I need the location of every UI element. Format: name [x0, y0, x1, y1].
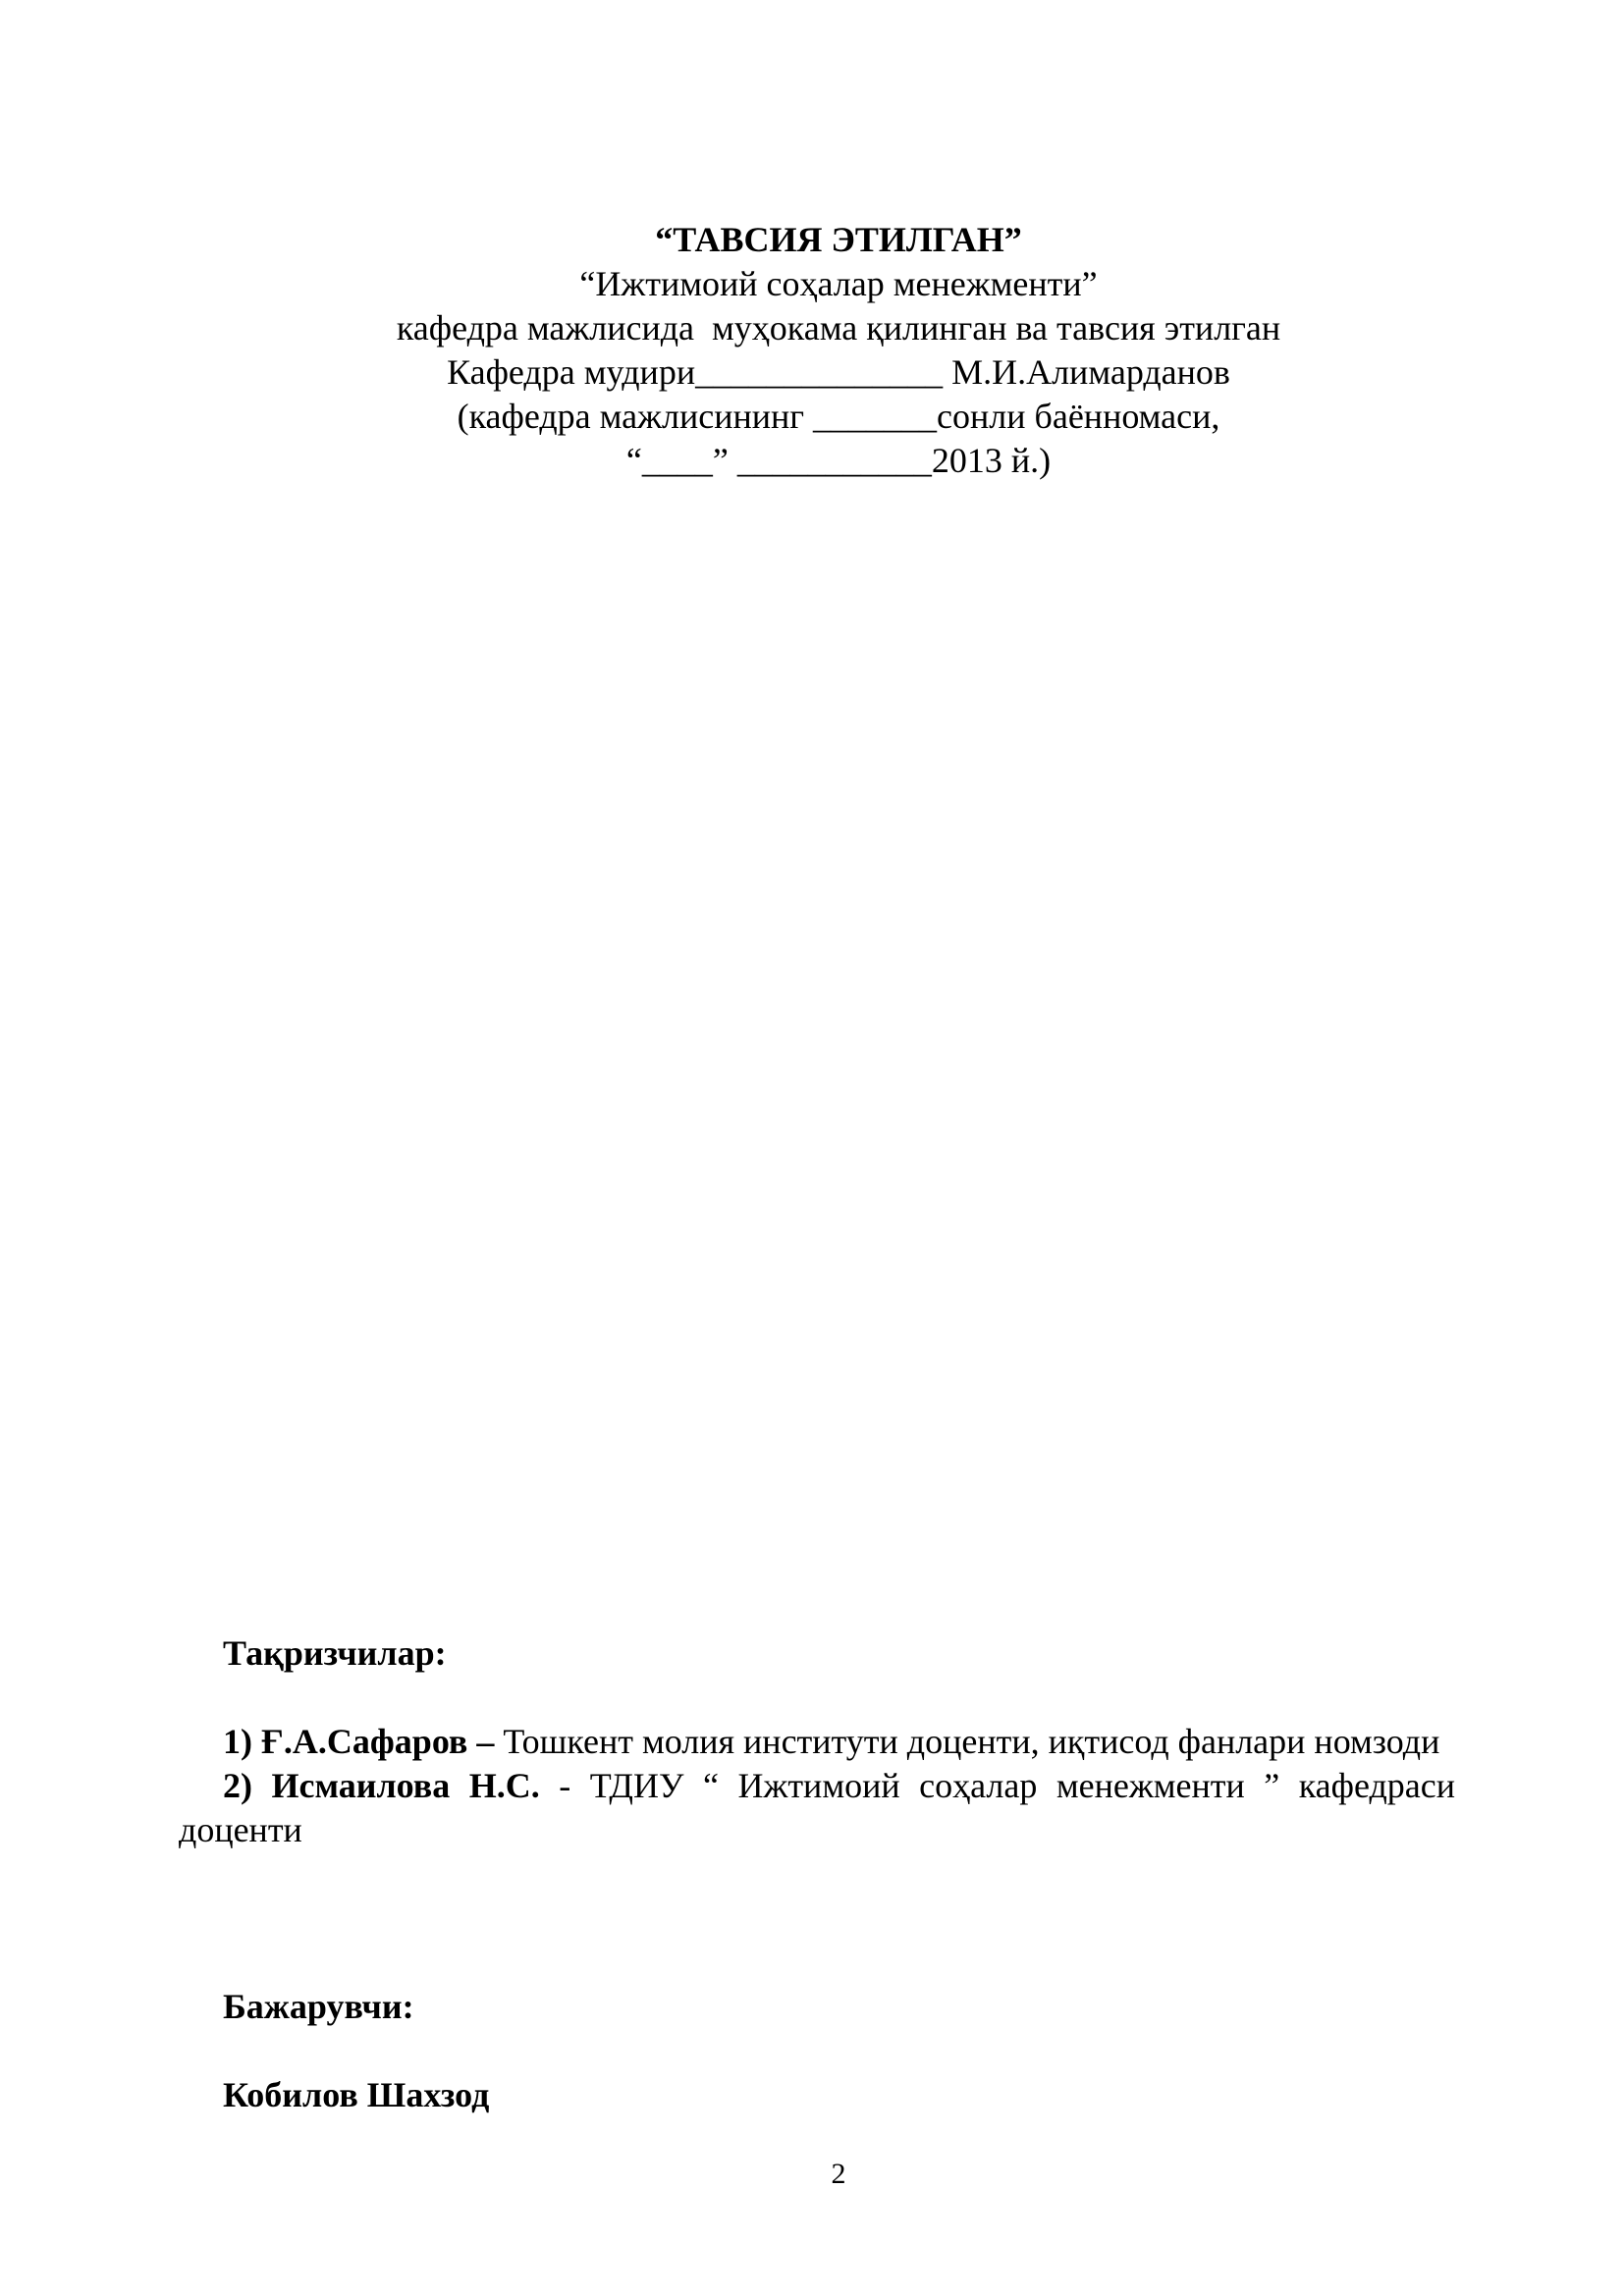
- approval-block: [0, 218, 1624, 483]
- reviewer-description: - ТДИУ “ Ижтимоий соҳалар менежменти ” кафедраси доценти: [179, 1766, 1455, 1849]
- protocol-line: (кафедра мажлисининг _______сонли баённомаси,: [457, 397, 1220, 436]
- reviewer-name: 1) Ғ.А.Сафаров –: [223, 1722, 495, 1761]
- reviewer-item: [179, 1764, 1455, 1852]
- executor-heading: Бажарувчи:: [223, 1987, 414, 2026]
- reviewer-name: 2) Исмаилова Н.С.: [223, 1766, 540, 1805]
- reviewer-description: Тошкент молия институти доценти, иқтисод фанлари номзоди: [494, 1722, 1440, 1761]
- date-line: “____” ___________2013 й.): [625, 441, 1052, 480]
- reviewer-item: [179, 1720, 1455, 1764]
- reviewers-list: [179, 1720, 1455, 1852]
- department-name: “Ижтимоий соҳалар менежменти”: [579, 264, 1098, 303]
- executor-name: Кобилов Шахзод: [223, 2075, 490, 2114]
- department-head-line: Кафедра мудири______________ М.И.Алимарданов: [447, 352, 1230, 392]
- approval-statement: кафедра мажлисида муҳокама қилинган ва тавсия этилган: [396, 308, 1281, 347]
- reviewers-heading: Тақризчилар:: [223, 1633, 447, 1673]
- approval-title: “ТАВСИЯ ЭТИЛГАН”: [655, 220, 1022, 259]
- page-number: 2: [831, 2158, 846, 2190]
